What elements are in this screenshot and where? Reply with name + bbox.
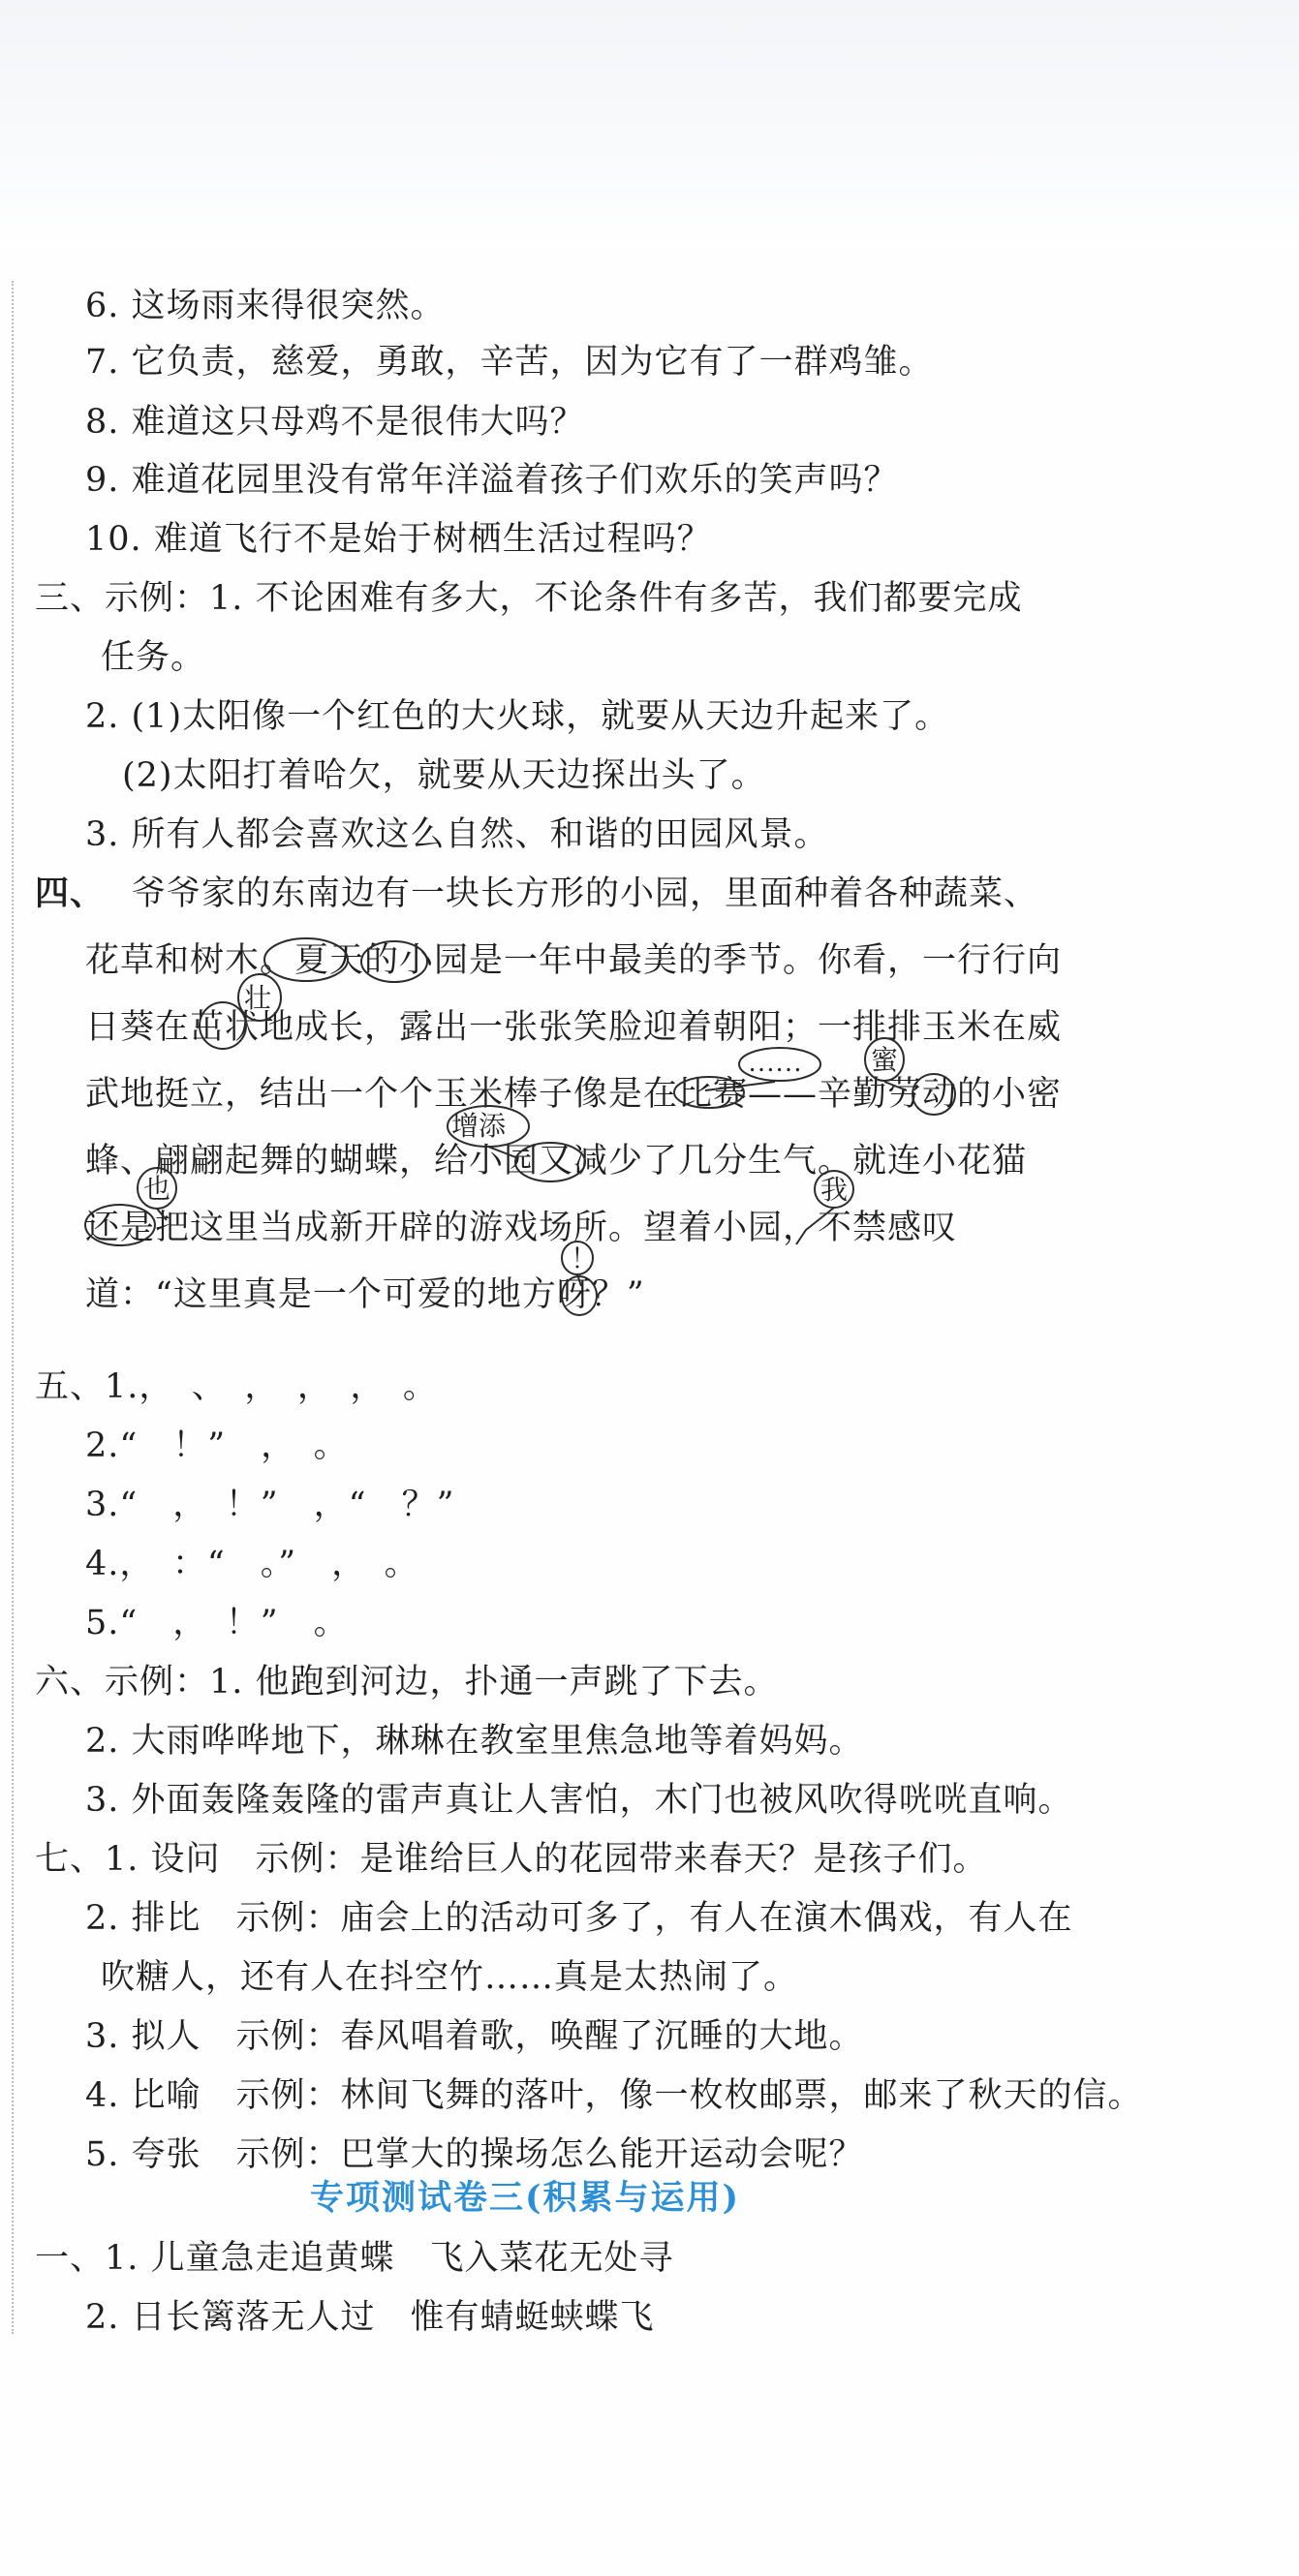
- answer-line-9: 9. 难道花园里没有常年洋溢着孩子们欢乐的笑声吗？: [85, 461, 899, 500]
- section-5-line-4: 4.， ：“ 。” ， 。: [85, 1545, 419, 1583]
- section-3-line-1b: 任务。: [101, 638, 206, 677]
- new-section-line-2: 2. 日长篱落无人过 惟有蜻蜓蛱蝶飞: [85, 2298, 655, 2337]
- correction-text: 蜜: [871, 1046, 899, 1076]
- section-3-line-2b: (2)太阳打着哈欠，就要从天边探出头了。: [122, 756, 766, 795]
- section-6-line-2: 2. 大雨哗哗地下，琳琳在教室里焦急地等着妈妈。: [85, 1722, 864, 1761]
- section-7-line-4: 4. 比喻 示例：林间飞舞的落叶，像一枚枚邮票，邮来了秋天的信。: [85, 2076, 1143, 2115]
- passage-line: 还是把这里当成新开辟的游戏场所。望着小园，不禁感叹: [85, 1209, 958, 1247]
- passage-line: 爷爷家的东南边有一块长方形的小园，里面种着各种蔬菜、: [132, 874, 1039, 913]
- section-4-label: 四、: [35, 874, 106, 913]
- correction-text: 也: [143, 1175, 171, 1205]
- section-6-line-3: 3. 外面轰隆轰隆的雷声真让人害怕，木门也被风吹得咣咣直响。: [85, 1781, 1073, 1820]
- passage-line: 日葵在茁状地成长，露出一张张笑脸迎着朝阳；一排排玉米在威: [85, 1008, 1063, 1047]
- section-title: 专项测试卷三(积累与运用): [310, 2178, 741, 2218]
- section-3-line-1: 三、示例：1. 不论困难有多大，不论条件有多苦，我们都要完成: [35, 579, 1023, 618]
- correction-text: 我: [820, 1176, 849, 1206]
- correction-text: ！: [571, 1244, 599, 1274]
- binding-margin-dots: [12, 281, 14, 2334]
- answer-line-6: 6. 这场雨来得很突然。: [85, 287, 446, 325]
- answer-line-8: 8. 难道这只母鸡不是很伟大吗？: [85, 403, 585, 442]
- correction-text: 增添: [451, 1112, 507, 1142]
- section-7-line-5: 5. 夸张 示例：巴掌大的操场怎么能开运动会呢？: [85, 2135, 864, 2174]
- correction-text: 壮: [244, 984, 272, 1014]
- section-3-line-2: 2. (1)太阳像一个红色的大火球，就要从天边升起来了。: [85, 697, 950, 736]
- new-section-line-1: 一、1. 儿童急走追黄蝶 飞入菜花无处寻: [35, 2239, 674, 2278]
- scan-shadow: [0, 0, 1299, 247]
- corrected-passage: [85, 852, 1063, 1314]
- section-5-line-2: 2.“ ！” ， 。: [85, 1426, 349, 1465]
- passage-line: 道：“这里真是一个可爱的地方呀？”: [85, 1275, 645, 1314]
- answer-line-7: 7. 它负责，慈爱，勇敢，辛苦，因为它有了一群鸡雏。: [85, 343, 934, 382]
- answer-line-10: 10. 难道飞行不是始于树栖生活过程吗？: [85, 520, 712, 559]
- passage-line: 武地挺立，结出一个个玉米棒子像是在比赛——辛勤劳动的小密: [85, 1075, 1063, 1114]
- section-7-line-1: 七、1. 设问 示例：是谁给巨人的花园带来春天？是孩子们。: [35, 1840, 988, 1879]
- section-5-line-3: 3.“ ， ！” ，“ ？”: [85, 1486, 455, 1524]
- passage-line: 花草和树木。夏天的小园是一年中最美的季节。你看，一行行向: [85, 941, 1063, 980]
- passage-line: 蜂、翩翩起舞的蝴蝶，给小园又减少了几分生气。就连小花猫: [85, 1142, 1028, 1181]
- correction-text: ……: [748, 1048, 802, 1078]
- section-5-line-5: 5.“ ， ！” 。: [85, 1604, 349, 1642]
- section-3-line-3: 3. 所有人都会喜欢这么自然、和谐的田园风景。: [85, 815, 829, 854]
- section-6-line-1: 六、示例：1. 他跑到河边，扑通一声跳了下去。: [35, 1663, 779, 1702]
- section-7-line-2: 2. 排比 示例：庙会上的活动可多了，有人在演木偶戏，有人在: [85, 1899, 1073, 1938]
- section-7-line-2b: 吹糖人，还有人在抖空竹……真是太热闹了。: [101, 1958, 799, 1997]
- section-7-line-3: 3. 拟人 示例：春风唱着歌，唤醒了沉睡的大地。: [85, 2017, 864, 2056]
- section-5-line-1: 五、1.， 、 ， ， ， 。: [35, 1367, 438, 1406]
